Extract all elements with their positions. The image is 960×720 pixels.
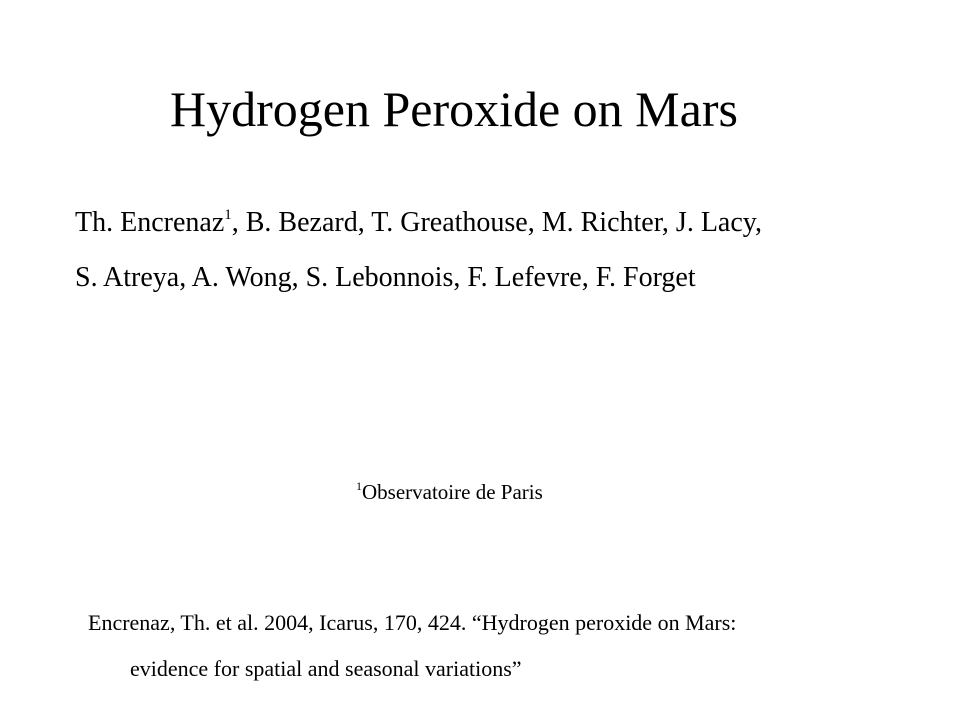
affiliation-marker: 1 [356,479,362,493]
affiliation [356,480,543,505]
authors-line-1 [75,207,762,239]
authors-line-2: S. Atreya, A. Wong, S. Lebonnois, F. Lefevre, F. Forget [75,262,696,293]
author-affiliation-marker: 1 [224,207,232,223]
coauthors-line-1: , B. Bezard, T. Greathouse, M. Richter, J. Lacy, [231,207,762,238]
affiliation-name: Observatoire de Paris [362,480,543,504]
first-author: Th. Encrenaz [75,207,225,238]
reference-line-2: evidence for spatial and seasonal variations” [130,656,522,681]
reference-line-1: Encrenaz, Th. et al. 2004, Icarus, 170, 424. “Hydrogen peroxide on Mars: [88,610,737,635]
slide-title: Hydrogen Peroxide on Mars [170,81,738,137]
